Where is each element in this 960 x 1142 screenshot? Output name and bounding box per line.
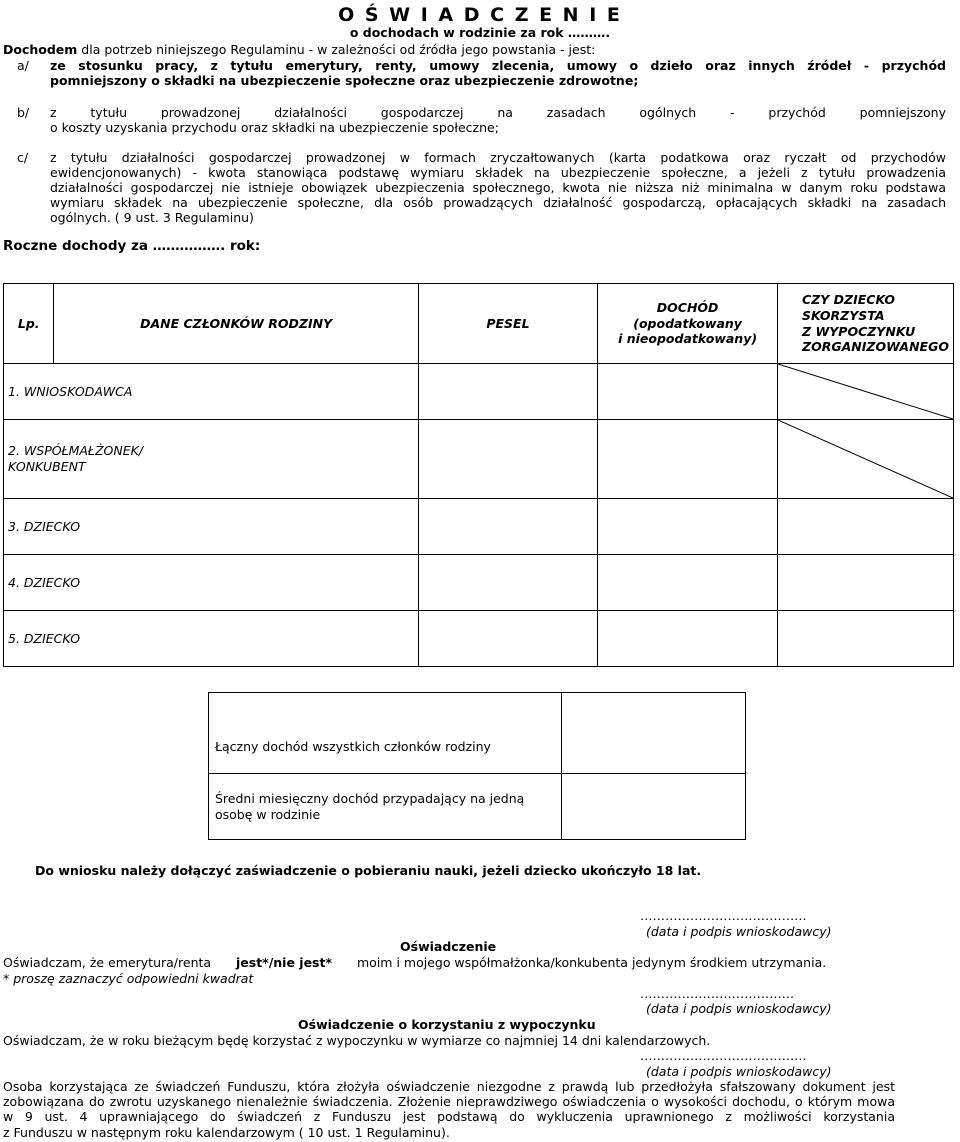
summary-total-row (209, 693, 746, 774)
signature-dots-3[interactable]: …………………………………. (640, 1048, 807, 1063)
summary-average-label (209, 774, 562, 840)
final-line3: w 9 ust. 4 uprawniającego do świadczeń z Funduszu jest podstawą do wykluczenia uprawnionego z możliwości korzystania (3, 1109, 895, 1124)
item-c-line4: wymiaru składek na ubezpieczenie społeczne, dla osób prowadzących działalność gospodarczą, opłacających składki na zasadach (50, 195, 946, 210)
header-vacation-line4: ZORGANIZOWANEGO (802, 339, 949, 355)
row-1-label: 1. WNIOSKODAWCA (8, 383, 133, 399)
header-vacation-line2: SKORZYSTA (802, 307, 885, 323)
footnote-checkbox: * proszę zaznaczyć odpowiedni kwadrat (3, 971, 254, 986)
final-line4: z Funduszu w następnym roku kalendarzowym ( 10 ust. 1 Regulaminu). (3, 1125, 450, 1140)
row-3-label: 3. DZIECKO (8, 518, 81, 534)
attachment-note: Do wniosku należy dołączyć zaświadczenie o pobieraniu nauki, jeżeli dziecko ukończyło 18 lat. (35, 863, 702, 878)
table-row (4, 499, 954, 555)
final-line2: zobowiązana do zwrotu uzyskanego nienależnie świadczenia. Złożenie nieprawdziwego oświadczenia o wysokości dochodu, o którym mowa (3, 1094, 895, 1109)
row-5-label: 5. DZIECKO (8, 630, 81, 646)
declaration-text-a: Oświadczam, że emerytura/renta (3, 955, 212, 970)
signature-label-1: (data i podpis wnioskodawcy) (646, 924, 832, 939)
row-2-label-line1: 2. WSPÓŁMAŁŻONEK/ (8, 443, 144, 459)
header-pesel: PESEL (418, 284, 597, 364)
intro-bold-term: Dochodem (3, 42, 78, 57)
table-row (4, 611, 954, 667)
item-c-label: c/ (17, 150, 29, 165)
pension-choice[interactable]: jest*/nie jest* (236, 955, 333, 970)
row-5-income[interactable] (598, 611, 778, 667)
document-title: O Ś W I A D C Z E N I E (338, 4, 622, 26)
row-1-income[interactable] (598, 364, 778, 420)
row-4-member (4, 555, 419, 611)
row-3-member (4, 499, 419, 555)
declaration-text-b: moim i mojego współmałżonka/konkubenta jedynym środkiem utrzymania. (357, 955, 827, 970)
row-1-vacation-crossed (778, 364, 954, 420)
row-2-pesel[interactable] (418, 420, 597, 499)
summary-average-row (209, 774, 746, 840)
table-row (4, 555, 954, 611)
signature-label-2: (data i podpis wnioskodawcy) (646, 1001, 832, 1016)
header-income-line2: (opodatkowany (633, 315, 742, 331)
summary-average-value[interactable] (562, 774, 746, 840)
header-family-data: DANE CZŁONKÓW RODZINY (54, 284, 418, 364)
item-c-line3: działalności gospodarczej nie istnieje obowiązek ubezpieczenia społecznego, kwota nie niższa niż minimalna w danym roku podstawa (50, 180, 946, 195)
row-5-vacation[interactable] (778, 611, 954, 667)
item-a-line1: ze stosunku pracy, z tytułu emerytury, renty, umowy zlecenia, umowy o dzieło oraz innych źródeł - przychód (50, 58, 946, 73)
row-2-member (4, 420, 419, 499)
header-lp: Lp. (4, 284, 54, 364)
header-vacation (778, 284, 954, 364)
item-c-line1: z tytułu działalności gospodarczej prowadzonej w formach zryczałtowanych (karta podatkowa oraz ryczałt od przychodów (50, 150, 946, 165)
crossed-cell-line-1 (778, 364, 953, 419)
item-b-label: b/ (17, 105, 30, 120)
final-line1: Osoba korzystająca ze świadczeń Funduszu, która złożyła oświadczenie niezgodne z prawdą lub przedłożyła sfałszowany dokument jest (3, 1079, 895, 1094)
table-row (4, 420, 954, 499)
signature-dots-2[interactable]: ………………………………. (640, 986, 794, 1001)
vacation-declaration-heading: Oświadczenie o korzystaniu z wypoczynku (298, 1017, 596, 1032)
declaration-heading: Oświadczenie (400, 939, 497, 954)
signature-label-3: (data i podpis wnioskodawcy) (646, 1064, 832, 1079)
header-income (598, 284, 778, 364)
row-3-pesel[interactable] (418, 499, 597, 555)
document-subtitle: o dochodach w rodzinie za rok ………. (349, 25, 611, 40)
table-row (4, 364, 954, 420)
row-4-vacation[interactable] (778, 555, 954, 611)
annual-income-heading: Roczne dochody za ……………. rok: (3, 238, 261, 254)
item-b-line2: o koszty uzyskania przychodu oraz składki na ubezpieczenie społeczne; (50, 120, 499, 135)
header-income-line1: DOCHÓD (656, 300, 719, 316)
row-3-vacation[interactable] (778, 499, 954, 555)
header-income-line3: i nieopodatkowany) (618, 331, 758, 347)
row-1-member (4, 364, 419, 420)
summary-total-label: Łączny dochód wszystkich członków rodziny (209, 693, 562, 774)
row-4-income[interactable] (598, 555, 778, 611)
income-summary-table (208, 692, 746, 840)
row-2-label-line2: KONKUBENT (8, 459, 86, 474)
item-a-label: a/ (17, 58, 29, 73)
row-3-income[interactable] (598, 499, 778, 555)
row-2-vacation-crossed (778, 420, 954, 499)
summary-average-line1: Średni miesięczny dochód przypadający na jedną (215, 790, 525, 806)
row-5-pesel[interactable] (418, 611, 597, 667)
summary-total-value[interactable] (562, 693, 746, 774)
signature-dots-1[interactable]: …………………………………. (640, 908, 807, 923)
header-vacation-line3: Z WYPOCZYNKU (802, 323, 916, 339)
row-5-member (4, 611, 419, 667)
table-header-row (4, 284, 954, 364)
item-c-line2: ewidencjonowanych) - kwota stanowiąca podstawę wymiaru składek na ubezpieczenie społeczne, a jeżeli z tytułu prowadzenia (50, 165, 946, 180)
row-2-income[interactable] (598, 420, 778, 499)
crossed-cell-line-2 (778, 420, 953, 498)
row-1-pesel[interactable] (418, 364, 597, 420)
header-vacation-line1: CZY DZIECKO (802, 292, 895, 308)
intro-paragraph (3, 42, 595, 58)
family-income-table (3, 283, 954, 667)
row-4-label: 4. DZIECKO (8, 574, 81, 590)
item-b-line1: z tytułu prowadzonej działalności gospodarczej na zasadach ogólnych - przychód pomniejszony (50, 105, 946, 120)
intro-text: dla potrzeb niniejszego Regulaminu - w zależności od źródła jego powstania - jest: (77, 42, 596, 57)
item-a-line2: pomniejszony o składki na ubezpieczenie społeczne oraz ubezpieczenie zdrowotne; (50, 73, 639, 88)
vacation-declaration-text: Oświadczam, że w roku bieżącym będę korzystać z wypoczynku w wymiarze co najmniej 14 dni kalendarzowych. (3, 1033, 711, 1048)
summary-average-line2: osobę w rodzinie (215, 806, 321, 822)
item-c-line5: ogólnych. ( 9 ust. 3 Regulaminu) (50, 210, 254, 225)
row-4-pesel[interactable] (418, 555, 597, 611)
